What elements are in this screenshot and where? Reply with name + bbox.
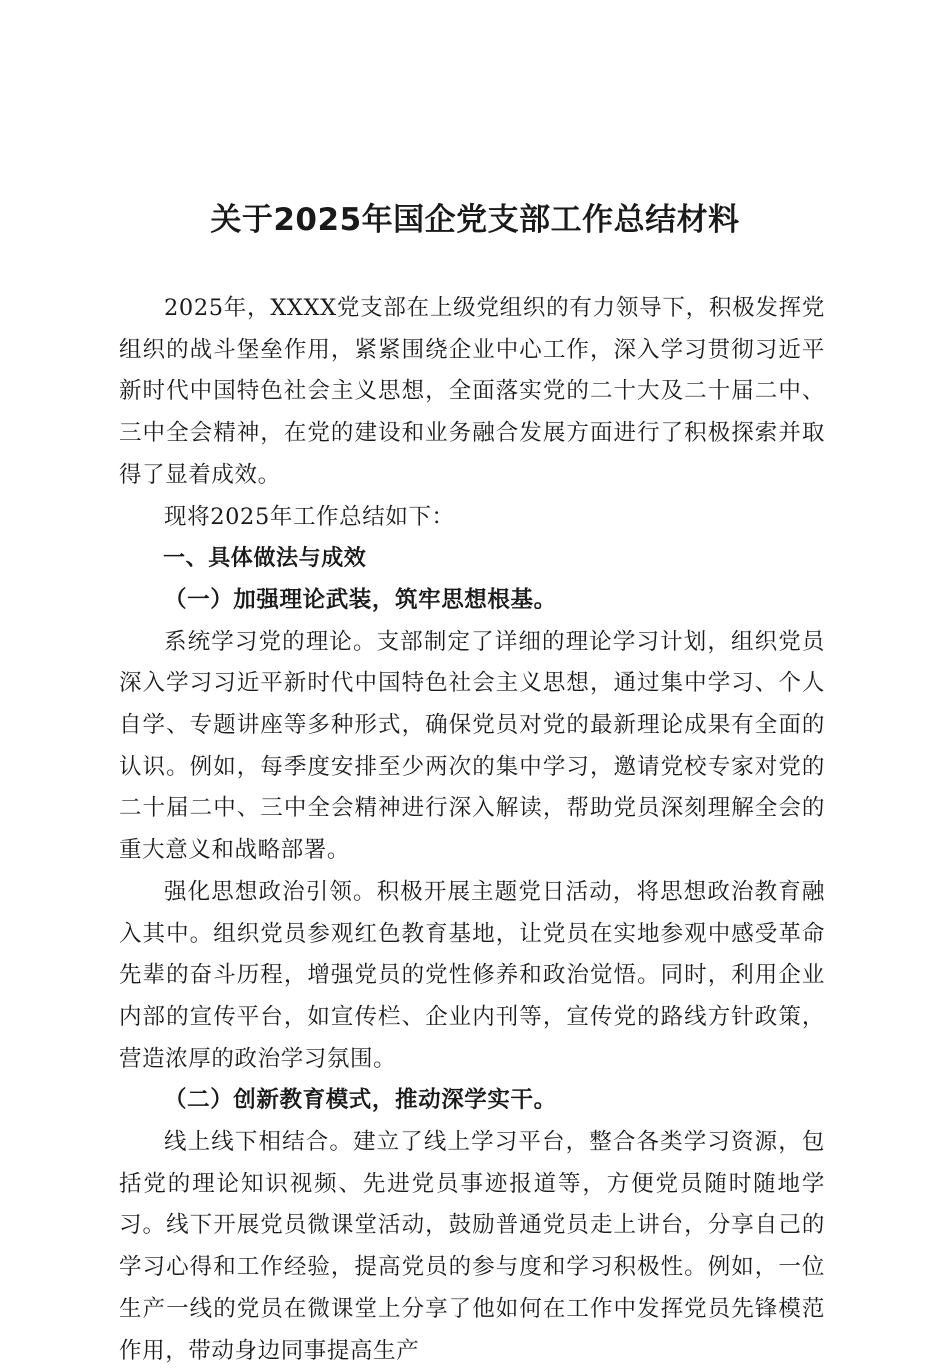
- body-paragraph: 强化思想政治引领。积极开展主题党日活动，将思想政治教育融入其中。组织党员参观红色教育基地，让党员在实地参观中感受革命先辈的奋斗历程，增强党员的党性修养和政治觉悟。同时，利用企业内部的宣传平台，如宣传栏、企业内刊等，宣传党的路线方针政策，营造浓厚的政治学习氛围。: [119, 878, 825, 1072]
- body-paragraph: 系统学习党的理论。支部制定了详细的理论学习计划，组织党员深入学习习近平新时代中国特色社会主义思想，通过集中学习、个人自学、专题讲座等多种形式，确保党员对党的最新理论成果有全面的认识。例如，每季度安排至少两次的集中学习，邀请党校专家对党的二十届二中、三中全会精神进行深入解读，帮助党员深刻理解全会的重大意义和战略部署。: [119, 628, 825, 864]
- document-body: [119, 288, 825, 1372]
- intro-paragraph: 2025年，XXXX党支部在上级党组织的有力领导下，积极发挥党组织的战斗堡垒作用，紧紧围绕企业中心工作，深入学习贯彻习近平新时代中国特色社会主义思想，全面落实党的二十大及二十届二中、三中全会精神，在党的建设和业务融合发展方面进行了积极探索并取得了显着成效。: [119, 295, 825, 488]
- body-paragraph: 线上线下相结合。建立了线上学习平台，整合各类学习资源，包括党的理论知识视频、先进党员事迹报道等，方便党员随时随地学习。线下开展党员微课堂活动，鼓励普通党员走上讲台，分享自己的学习心得和工作经验，提高党员的参与度和学习积极性。例如，一位生产一线的党员在微课堂上分享了他如何在工作中发挥党员先锋模范作用，带动身边同事提高生产: [119, 1129, 825, 1364]
- section-heading-1: 一、具体做法与成效: [163, 546, 367, 572]
- summary-lead-paragraph: 现将2025年工作总结如下：: [164, 503, 455, 530]
- subsection-heading-2: （二）创新教育模式，推动深学实干。: [164, 1087, 557, 1114]
- subsection-heading-1: （一）加强理论武装，筑牢思想根基。: [164, 586, 557, 613]
- document-title: 关于2025年国企党支部工作总结材料: [210, 202, 740, 238]
